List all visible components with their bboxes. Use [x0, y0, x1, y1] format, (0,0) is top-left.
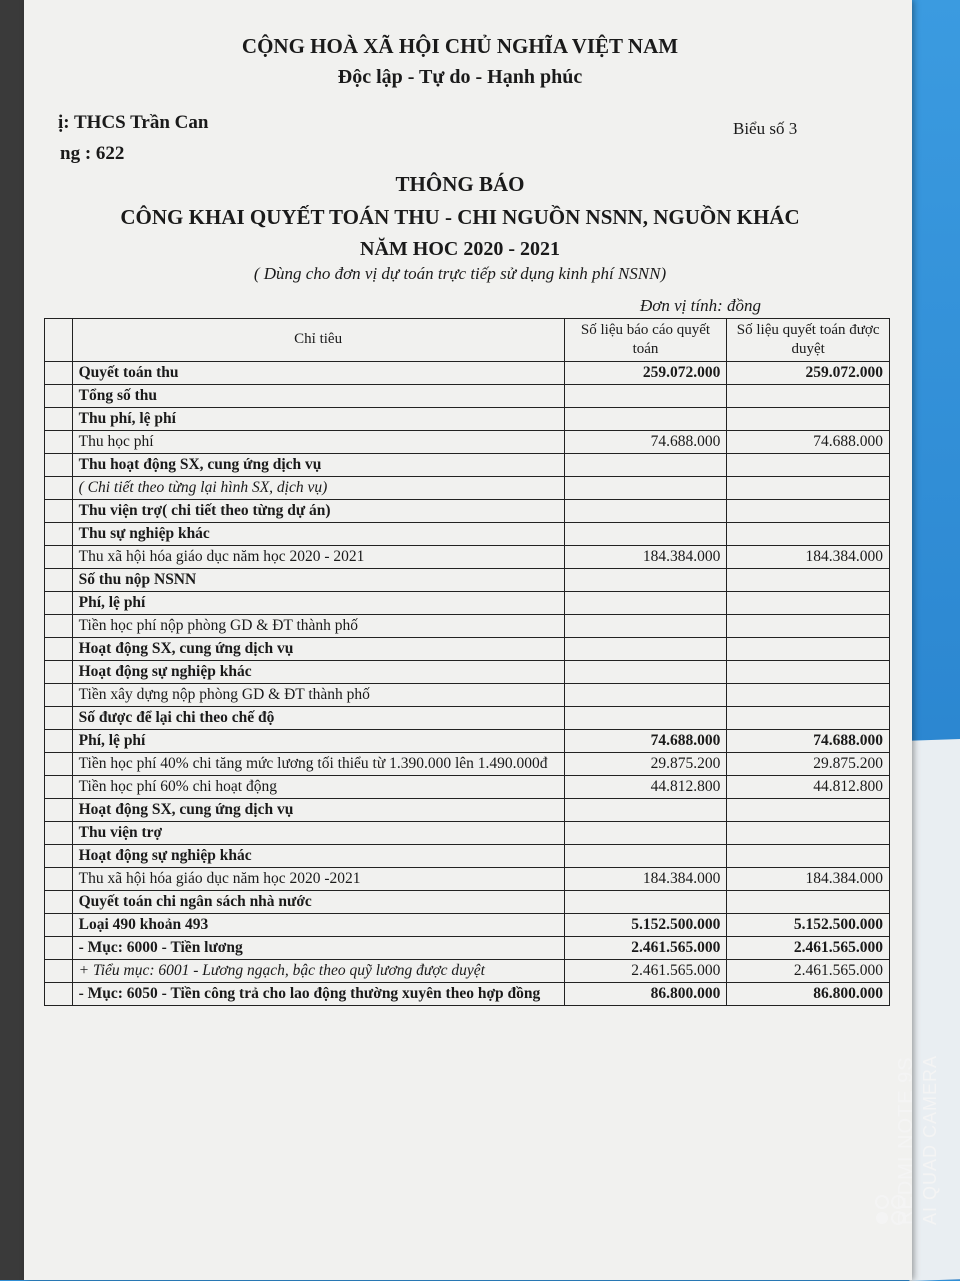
- reported-value: [564, 407, 727, 430]
- row-index-cell: [45, 890, 73, 913]
- row-index-cell: [45, 729, 73, 752]
- reported-value: 184.384.000: [564, 867, 727, 890]
- reported-value: [564, 844, 727, 867]
- row-label: Thu viện trợ( chi tiết theo từng dự án): [72, 499, 564, 522]
- row-label: ( Chi tiết theo từng lại hình SX, dịch vụ): [72, 476, 564, 499]
- approved-value: [727, 890, 890, 913]
- watermark-camera: AI QUAD CAMERA: [920, 1054, 940, 1225]
- approved-value: 184.384.000: [727, 867, 890, 890]
- table-row: [45, 430, 890, 453]
- table-row: [45, 476, 890, 499]
- row-label: Thu viện trợ: [72, 821, 564, 844]
- row-label: Tổng số thu: [72, 384, 564, 407]
- reported-value: 2.461.565.000: [564, 936, 727, 959]
- table-header-row: [45, 319, 890, 362]
- doc-title-line2: CÔNG KHAI QUYẾT TOÁN THU - CHI NGUỒN NSNN, NGUỒN KHÁC: [120, 205, 800, 229]
- column-header-approved: Số liệu quyết toán được duyệt: [727, 319, 890, 362]
- approved-value: [727, 706, 890, 729]
- approved-value: [727, 798, 890, 821]
- reported-value: [564, 660, 727, 683]
- row-label: + Tiểu mục: 6001 - Lương ngạch, bậc theo quỹ lương được duyệt: [72, 959, 564, 982]
- row-index-cell: [45, 476, 73, 499]
- row-label: Số thu nộp NSNN: [72, 568, 564, 591]
- row-label: Thu xã hội hóa giáo dục năm học 2020 - 2021: [72, 545, 564, 568]
- approved-value: [727, 821, 890, 844]
- reported-value: 184.384.000: [564, 545, 727, 568]
- table-row: [45, 936, 890, 959]
- approved-value: 86.800.000: [727, 982, 890, 1005]
- row-index-cell: [45, 614, 73, 637]
- row-index-cell: [45, 821, 73, 844]
- row-index-cell: [45, 913, 73, 936]
- row-label: Hoạt động sự nghiệp khác: [72, 844, 564, 867]
- reported-value: 259.072.000: [564, 361, 727, 384]
- table-row: [45, 798, 890, 821]
- approved-value: 259.072.000: [727, 361, 890, 384]
- approved-value: 2.461.565.000: [727, 959, 890, 982]
- approved-value: [727, 499, 890, 522]
- approved-value: 74.688.000: [727, 430, 890, 453]
- row-label: Phí, lệ phí: [72, 591, 564, 614]
- table-row: [45, 545, 890, 568]
- unit-name: ị: THCS Trần Can: [58, 112, 209, 133]
- row-label: - Mục: 6050 - Tiền công trả cho lao động thường xuyên theo hợp đồng: [72, 982, 564, 1005]
- row-label: Tiền học phí nộp phòng GD & ĐT thành phố: [72, 614, 564, 637]
- table-row: [45, 890, 890, 913]
- table-row: [45, 591, 890, 614]
- form-number: Biểu số 3: [733, 119, 798, 138]
- doc-title: THÔNG BÁO: [395, 172, 525, 196]
- row-index-cell: [45, 499, 73, 522]
- reported-value: [564, 568, 727, 591]
- row-index-cell: [45, 568, 73, 591]
- table-row: [45, 568, 890, 591]
- row-index-cell: [45, 545, 73, 568]
- table-row: [45, 361, 890, 384]
- nation-header: CỘNG HOÀ XÃ HỘI CHỦ NGHĨA VIỆT NAM: [241, 34, 679, 58]
- row-index-cell: [45, 982, 73, 1005]
- approved-value: 74.688.000: [727, 729, 890, 752]
- reported-value: [564, 637, 727, 660]
- row-index-cell: [45, 430, 73, 453]
- row-index-cell: [45, 936, 73, 959]
- row-label: - Mục: 6000 - Tiền lương: [72, 936, 564, 959]
- reported-value: [564, 476, 727, 499]
- table-row: [45, 384, 890, 407]
- table-row: [45, 867, 890, 890]
- settlement-table: [44, 318, 890, 1006]
- reported-value: [564, 683, 727, 706]
- row-label: Loại 490 khoản 493: [72, 913, 564, 936]
- reported-value: [564, 591, 727, 614]
- table-row: [45, 913, 890, 936]
- reported-value: 5.152.500.000: [564, 913, 727, 936]
- row-label: Hoạt động sự nghiệp khác: [72, 660, 564, 683]
- approved-value: 29.875.200: [727, 752, 890, 775]
- row-label: Thu học phí: [72, 430, 564, 453]
- reported-value: [564, 614, 727, 637]
- approved-value: [727, 476, 890, 499]
- approved-value: [727, 568, 890, 591]
- table-row: [45, 775, 890, 798]
- row-index-cell: [45, 844, 73, 867]
- row-label: Thu xã hội hóa giáo dục năm học 2020 -2021: [72, 867, 564, 890]
- approved-value: [727, 614, 890, 637]
- settlement-table-wrap: [44, 318, 890, 1006]
- approved-value: [727, 637, 890, 660]
- approved-value: [727, 407, 890, 430]
- approved-value: [727, 453, 890, 476]
- row-index-cell: [45, 637, 73, 660]
- row-index-cell: [45, 407, 73, 430]
- row-label: Thu hoạt động SX, cung ứng dịch vụ: [72, 453, 564, 476]
- reported-value: 29.875.200: [564, 752, 727, 775]
- table-index-col: [45, 319, 73, 362]
- row-index-cell: [45, 361, 73, 384]
- column-header-reported: Số liệu báo cáo quyết toán: [564, 319, 727, 362]
- table-row: [45, 499, 890, 522]
- row-label: Hoạt động SX, cung ứng dịch vụ: [72, 637, 564, 660]
- row-index-cell: [45, 775, 73, 798]
- reported-value: [564, 384, 727, 407]
- reported-value: [564, 821, 727, 844]
- row-label: Phí, lệ phí: [72, 729, 564, 752]
- table-row: [45, 729, 890, 752]
- approved-value: [727, 683, 890, 706]
- reported-value: 86.800.000: [564, 982, 727, 1005]
- approved-value: [727, 591, 890, 614]
- reported-value: [564, 453, 727, 476]
- row-index-cell: [45, 591, 73, 614]
- table-row: [45, 407, 890, 430]
- reported-value: 2.461.565.000: [564, 959, 727, 982]
- approved-value: 2.461.565.000: [727, 936, 890, 959]
- watermark-model: REDMI NOTE 9S: [895, 1056, 917, 1225]
- table-row: [45, 614, 890, 637]
- row-label: Quyết toán thu: [72, 361, 564, 384]
- reported-value: [564, 499, 727, 522]
- row-label: Quyết toán chi ngân sách nhà nước: [72, 890, 564, 913]
- row-label: Tiền xây dựng nộp phòng GD & ĐT thành phố: [72, 683, 564, 706]
- approved-value: [727, 384, 890, 407]
- camera-logo-icon: [870, 1190, 910, 1230]
- row-index-cell: [45, 752, 73, 775]
- reported-value: 74.688.000: [564, 430, 727, 453]
- reported-value: 44.812.800: [564, 775, 727, 798]
- row-label: Số được để lại chi theo chế độ: [72, 706, 564, 729]
- table-row: [45, 982, 890, 1005]
- approved-value: 184.384.000: [727, 545, 890, 568]
- table-row: [45, 821, 890, 844]
- row-index-cell: [45, 867, 73, 890]
- table-row: [45, 844, 890, 867]
- approved-value: 5.152.500.000: [727, 913, 890, 936]
- approved-value: [727, 522, 890, 545]
- row-label: Tiền học phí 60% chi hoạt động: [72, 775, 564, 798]
- row-index-cell: [45, 660, 73, 683]
- table-row: [45, 522, 890, 545]
- reported-value: [564, 890, 727, 913]
- row-label: Thu sự nghiệp khác: [72, 522, 564, 545]
- currency-unit-note: Đơn vị tính: đồng: [640, 296, 761, 315]
- table-row: [45, 683, 890, 706]
- row-index-cell: [45, 522, 73, 545]
- unit-code: ng : 622: [60, 143, 125, 164]
- table-row: [45, 959, 890, 982]
- approved-value: 44.812.800: [727, 775, 890, 798]
- row-index-cell: [45, 959, 73, 982]
- row-index-cell: [45, 683, 73, 706]
- row-label: Tiền học phí 40% chi tăng mức lương tối thiểu từ 1.390.000 lên 1.490.000đ: [72, 752, 564, 775]
- row-label: Thu phí, lệ phí: [72, 407, 564, 430]
- table-body: [45, 361, 890, 1005]
- approved-value: [727, 844, 890, 867]
- reported-value: [564, 706, 727, 729]
- table-row: [45, 637, 890, 660]
- row-index-cell: [45, 706, 73, 729]
- table-row: [45, 706, 890, 729]
- row-index-cell: [45, 453, 73, 476]
- reported-value: [564, 798, 727, 821]
- column-header-indicator: Chỉ tiêu: [72, 319, 564, 362]
- row-index-cell: [45, 798, 73, 821]
- doc-subtitle: ( Dùng cho đơn vị dự toán trực tiếp sử dụng kinh phí NSNN): [253, 264, 667, 283]
- motto-header: Độc lập - Tự do - Hạnh phúc: [337, 66, 583, 88]
- table-row: [45, 752, 890, 775]
- reported-value: 74.688.000: [564, 729, 727, 752]
- doc-title-year: NĂM HOC 2020 - 2021: [360, 238, 560, 260]
- reported-value: [564, 522, 727, 545]
- table-row: [45, 453, 890, 476]
- table-row: [45, 660, 890, 683]
- row-label: Hoạt động SX, cung ứng dịch vụ: [72, 798, 564, 821]
- approved-value: [727, 660, 890, 683]
- row-index-cell: [45, 384, 73, 407]
